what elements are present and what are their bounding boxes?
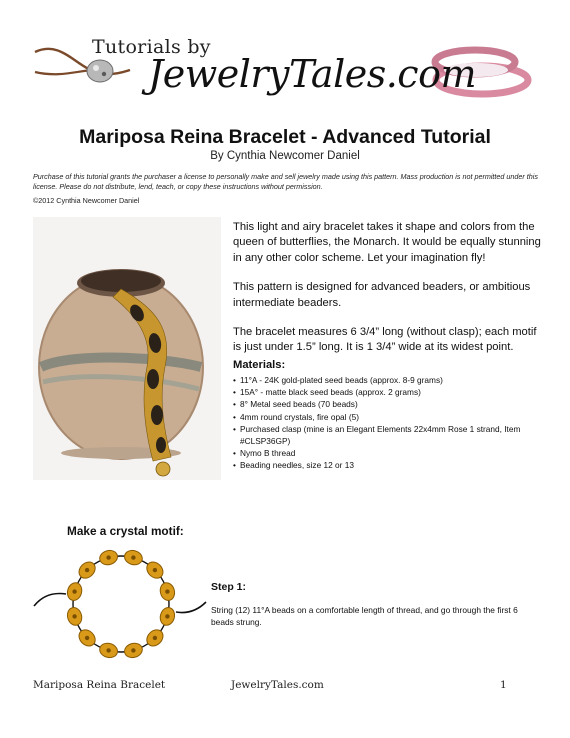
materials-item: • 8° Metal seed beads (70 beads) bbox=[233, 398, 553, 410]
document-byline: By Cynthia Newcomer Daniel bbox=[210, 150, 360, 162]
materials-item: • 4mm round crystals, fire opal (5) bbox=[233, 411, 553, 423]
materials-item: • 11°A - 24K gold-plated seed beads (approx. 8-9 grams) bbox=[233, 374, 553, 386]
motif-heading: Make a crystal motif: bbox=[67, 524, 184, 538]
intro-paragraph-2: This pattern is designed for advanced beaders, or ambitious intermediate beaders. bbox=[233, 281, 531, 309]
materials-item: • Beading needles, size 12 or 13 bbox=[233, 459, 553, 471]
thread-left-tail bbox=[34, 594, 66, 607]
brand-logo-text: JewelryTales.com bbox=[148, 52, 476, 96]
bead-hole bbox=[153, 568, 157, 572]
bracelet-photo bbox=[33, 217, 221, 480]
document-title: Mariposa Reina Bracelet - Advanced Tutorial bbox=[79, 126, 491, 148]
bead-hole bbox=[165, 614, 169, 618]
bead-hole bbox=[85, 636, 89, 640]
materials-item: • Purchased clasp (mine is an Elegant Elements 22x4mm Rose 1 strand, Item #CLSP36GP) bbox=[233, 423, 553, 447]
materials-item: • Nymo B thread bbox=[233, 447, 553, 459]
bead-hole bbox=[131, 648, 135, 652]
silver-bead-graphic bbox=[87, 60, 113, 82]
footer-website: JewelryTales.com bbox=[231, 679, 324, 691]
footer-title: Mariposa Reina Bracelet bbox=[33, 679, 166, 691]
intro-paragraph-1: This light and airy bracelet takes it shape and colors from the queen of butterflies, the Monarch. It would be equally stunning in any other color scheme. Let your imagination fly! bbox=[233, 221, 541, 264]
bead-hole bbox=[72, 614, 76, 618]
bead-hole bbox=[131, 555, 135, 559]
brand-tagline: Tutorials by bbox=[92, 36, 211, 58]
thread-right-tail bbox=[176, 602, 206, 613]
copyright-notice: ©2012 Cynthia Newcomer Daniel bbox=[33, 196, 140, 205]
bead-hole bbox=[106, 648, 110, 652]
thread-lines bbox=[34, 556, 206, 652]
materials-heading: Materials: bbox=[233, 359, 286, 371]
bead-ring-diagram bbox=[30, 548, 210, 660]
bead-hole bbox=[72, 589, 76, 593]
intro-paragraph-3: The bracelet measures 6 3/4” long (without clasp); each motif is just under 1.5” long. It is 1 3/4” wide at its widest point. bbox=[233, 326, 537, 354]
materials-list bbox=[233, 374, 553, 472]
license-notice: Purchase of this tutorial grants the purchaser a license to personally make and sell jewelry made using this pattern. Mass production is not permitted under this license. Please do not distribute, lend, teach, or copy these instructions without permission. bbox=[33, 172, 538, 191]
step-1-heading: Step 1: bbox=[211, 581, 247, 593]
page-number: 1 bbox=[500, 679, 507, 691]
bead-hole bbox=[165, 589, 169, 593]
bead-hole bbox=[106, 555, 110, 559]
step-1-instructions: String (12) 11°A beads on a comfortable length of thread, and go through the first 6 beads strung. bbox=[211, 605, 518, 627]
materials-item: • 15A° - matte black seed beads (approx. 2 grams) bbox=[233, 386, 553, 398]
bead-hole bbox=[85, 568, 89, 572]
intro-section bbox=[233, 220, 545, 370]
bead-group bbox=[66, 549, 177, 660]
bead-hole bbox=[153, 636, 157, 640]
